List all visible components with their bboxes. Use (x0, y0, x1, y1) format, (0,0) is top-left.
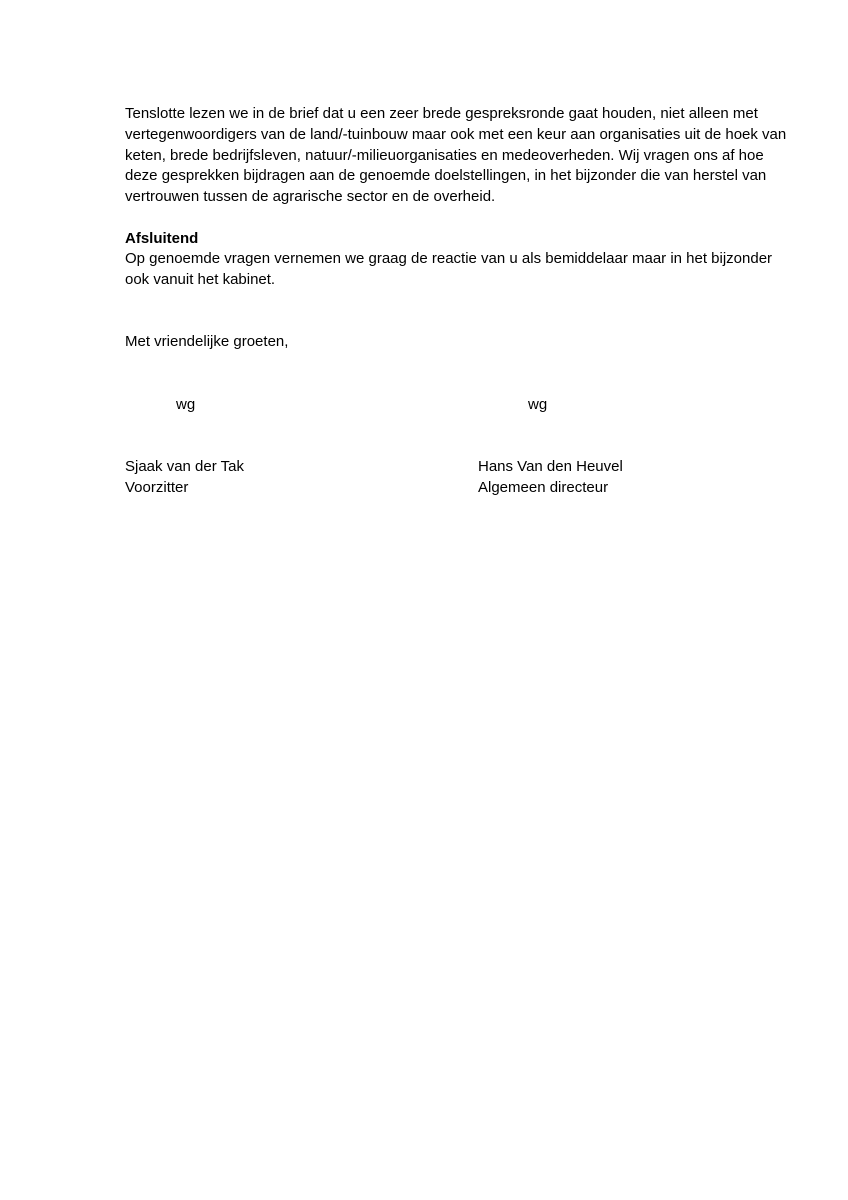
body-paragraph-2: Op genoemde vragen vernemen we graag de reactie van u als bemiddelaar maar in het bijzonder ook vanuit het kabinet. (125, 250, 773, 288)
signer-title: Algemeen directeur (478, 479, 609, 496)
closing-heading: Afsluitend (125, 230, 199, 247)
signer-left (125, 456, 244, 498)
signature-mark-right: wg (528, 396, 548, 413)
signer-name: Hans Van den Heuvel (478, 458, 623, 475)
body-paragraph-1: Tenslotte lezen we in de brief dat u een zeer brede gespreksronde gaat houden, niet alleen met vertegenwoordigers van de land/-tuinbouw maar ook met een keur aan organisaties uit de hoek van keten, brede bedrijfsleven, natuur/-milieuorganisaties en medeoverheden. Wij vragen ons af hoe deze gesprekken bijdragen aan de genoemde doelstellingen, in het bijzonder die van herstel van vertrouwen tussen de agrarische sector en de overheid. (125, 105, 787, 206)
signer-right (478, 456, 623, 498)
signature-mark-left: wg (176, 396, 196, 413)
signer-title: Voorzitter (125, 479, 189, 496)
closing-greeting: Met vriendelijke groeten, (125, 333, 289, 350)
signer-name: Sjaak van der Tak (125, 458, 244, 475)
